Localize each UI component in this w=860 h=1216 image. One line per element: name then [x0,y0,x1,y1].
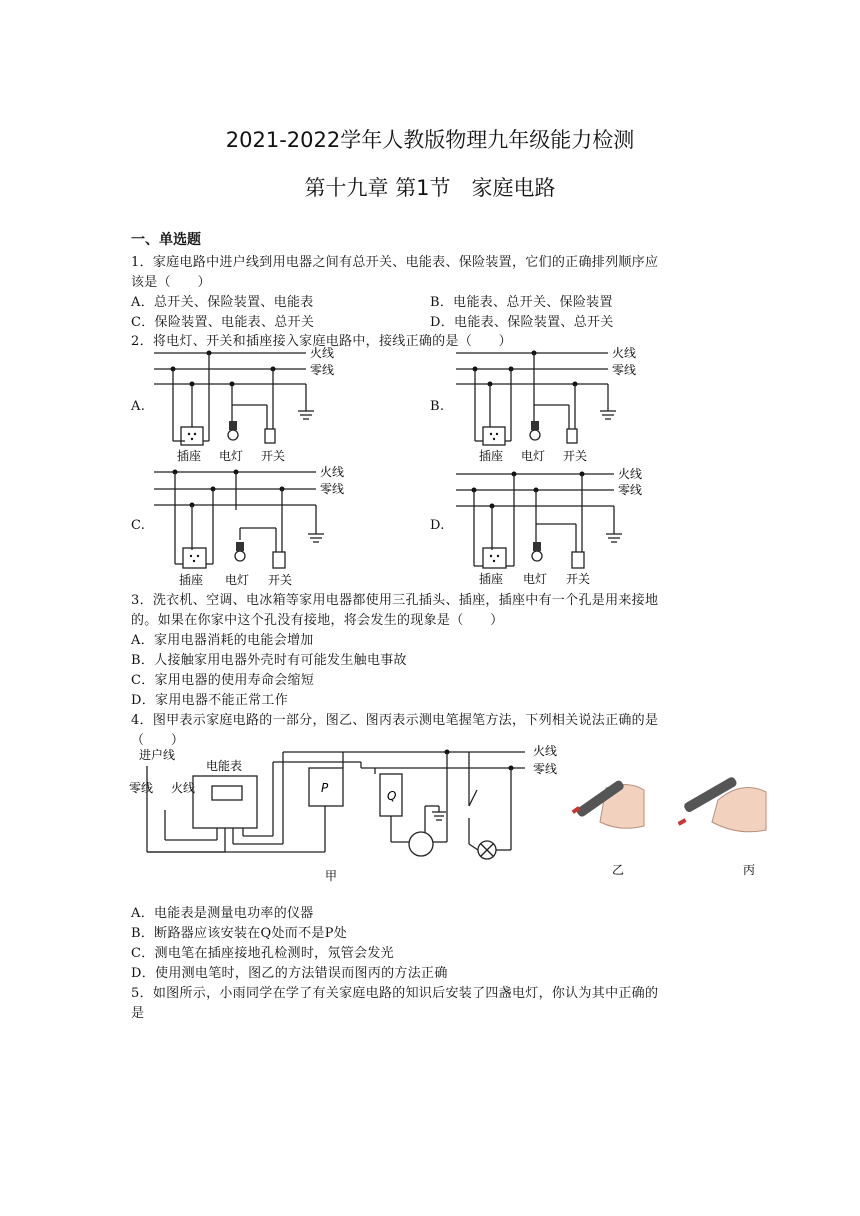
q4-option-a: A．电能表是测量电功率的仪器 [131,906,314,921]
socket-label: 插座 [479,572,504,586]
q2-option-a-label: A. [131,399,146,414]
q3-stem-line1: 3．洗衣机、空调、电冰箱等家用电器都使用三孔插头、插座，插座中有一个孔是用来接地 [131,593,659,608]
socket-label: 插座 [179,573,204,587]
document-title: 2021-2022学年人教版物理九年级能力检测 [225,128,635,152]
switch-label: 开关 [566,572,591,586]
lamp-label: 电灯 [521,449,546,463]
q4-option-c: C．测电笔在插座接地孔检测时，氖管会发光 [131,946,394,961]
q3-option-d: D．家用电器不能正常工作 [131,693,289,708]
q1-option-c: C．保险装置、电能表、总开关 [131,315,315,330]
live-wire-label: 火线 [533,744,558,758]
q4-stem-line1: 4．图甲表示家庭电路的一部分，图乙、图丙表示测电笔握笔方法，下列相关说法正确的是 [131,713,659,728]
q3-option-a: A．家用电器消耗的电能会增加 [131,633,314,648]
q4-option-b: B．断路器应该安装在Q处而不是P处 [131,926,348,941]
neutral-wire-label: 零线 [618,483,643,497]
test-pen-hand-yi [572,779,644,828]
p-box-label: P [321,781,329,795]
neutral-side-label: 零线 [129,781,154,795]
figure-yi-label: 乙 [612,863,625,877]
q1-option-b: B．电能表、总开关、保险装置 [430,295,613,310]
neutral-wire-label: 零线 [310,363,335,377]
q2-stem: 2．将电灯、开关和插座接入家庭电路中，接线正确的是（ ） [131,334,512,349]
test-pen-hand-bing [678,776,766,832]
socket-label: 插座 [479,449,504,463]
q4-option-d: D．使用测电笔时，图乙的方法错误而图丙的方法正确 [131,966,448,981]
q4-stem-line2: （ ） [131,733,185,748]
q3-stem-line2: 的。如果在你家中这个孔没有接地，将会发生的现象是（ ） [131,613,504,628]
q5-stem-line2: 是 [131,1006,145,1021]
q2-option-b-label: B. [430,399,445,414]
socket-label: 插座 [177,449,202,463]
service-line-label: 进户线 [139,748,176,762]
neutral-wire-label: 零线 [320,482,345,496]
switch-label: 开关 [268,573,293,587]
live-side-label: 火线 [171,781,196,795]
meter-label: 电能表 [206,759,243,773]
switch-label: 开关 [261,449,286,463]
neutral-wire-label: 零线 [612,363,637,377]
figure-jia-label: 甲 [325,869,338,883]
live-wire-label: 火线 [320,465,345,479]
household-circuit-figure [125,740,570,885]
q1-option-a: A．总开关、保险装置、电能表 [131,295,314,310]
circuit-diagram-b [450,343,650,468]
live-wire-label: 火线 [612,346,637,360]
lamp-label: 电灯 [219,449,244,463]
q3-option-b: B．人接触家用电器外壳时有可能发生触电事故 [131,653,407,668]
test-pen-figures [570,760,810,885]
chapter-subtitle: 第十九章 第1节 家庭电路 [304,176,556,200]
lamp-label: 电灯 [225,573,250,587]
q5-stem-line1: 5．如图所示，小雨同学在学了有关家庭电路的知识后安装了四盏电灯，你认为其中正确的 [131,986,659,1001]
figure-bing-label: 丙 [743,863,756,877]
neutral-wire-label: 零线 [533,762,558,776]
q1-stem-line2: 该是（ ） [131,275,211,290]
circuit-diagram-a [148,343,348,468]
switch-label: 开关 [563,449,588,463]
q1-option-d: D．电能表、保险装置、总开关 [430,315,614,330]
circuit-diagram-c [148,460,358,590]
circuit-diagram-d [450,462,660,592]
section-heading: 一、单选题 [131,232,201,248]
live-wire-label: 火线 [618,467,643,481]
live-wire-label: 火线 [310,346,335,360]
q2-option-c-label: C. [131,518,146,533]
q1-stem-line1: 1．家庭电路中进户线到用电器之间有总开关、电能表、保险装置，它们的正确排列顺序应 [131,255,659,270]
lamp-label: 电灯 [523,572,548,586]
q2-option-d-label: D. [430,518,445,533]
q-box-label: Q [387,789,397,803]
q3-option-c: C．家用电器的使用寿命会缩短 [131,673,315,688]
